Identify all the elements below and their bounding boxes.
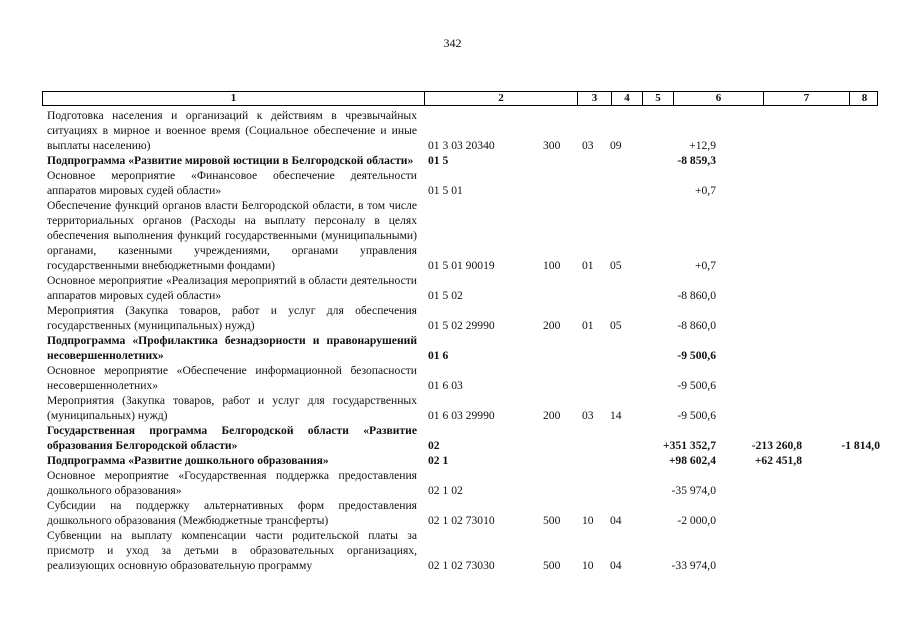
- row-name: Подпрограмма «Профилактика безнадзорности и правонарушений несовершеннолетних»: [47, 334, 417, 362]
- row-code: 01 5 01: [428, 184, 463, 197]
- row-name: Основное мероприятие «Обеспечение информационной безопасности несовершеннолетних»: [47, 364, 417, 392]
- row-section: 01: [582, 319, 594, 332]
- row-code: 01 6: [428, 349, 449, 362]
- table-row: [47, 393, 882, 423]
- row-expense-type: 100: [543, 259, 561, 272]
- column-header-8: 8: [861, 92, 868, 104]
- row-code: 02 1 02 73010: [428, 514, 495, 527]
- row-name: Мероприятия (Закупка товаров, работ и услуг для обеспечения государственных (муниципальных) нужд): [47, 304, 417, 332]
- row-amount-col6: +12,9: [689, 139, 716, 152]
- row-name: Основное мероприятие «Государственная поддержка предоставления дошкольного образования»: [47, 469, 417, 497]
- row-name: Государственная программа Белгородской области «Развитие образования Белгородской области»: [47, 424, 417, 452]
- row-name: Подпрограмма «Развитие мировой юстиции в Белгородской области»: [47, 154, 414, 167]
- row-section: 03: [582, 139, 594, 152]
- column-header-row: [42, 91, 878, 106]
- row-subsection: 09: [610, 139, 622, 152]
- row-expense-type: 300: [543, 139, 561, 152]
- column-header-7: 7: [764, 92, 850, 105]
- row-amount-col7: +62 451,8: [754, 454, 802, 467]
- row-amount-col6: +0,7: [694, 259, 716, 272]
- table-row: [47, 153, 882, 168]
- row-amount-col6: +0,7: [694, 184, 716, 197]
- row-name: Субсидии на поддержку альтернативных форм предоставления дошкольного образования (Межбюджетные трансферты): [47, 499, 417, 527]
- row-section: 10: [582, 514, 594, 527]
- row-subsection: 05: [610, 259, 622, 272]
- row-subsection: 05: [610, 319, 622, 332]
- row-section: 03: [582, 409, 594, 422]
- column-header-3: 3: [578, 92, 612, 105]
- table-row: [47, 198, 882, 273]
- row-amount-col6: -35 974,0: [671, 484, 716, 497]
- row-code: 01 6 03 29990: [428, 409, 495, 422]
- row-name: Мероприятия (Закупка товаров, работ и услуг для государственных (муниципальных) нужд): [47, 394, 417, 422]
- row-expense-type: 500: [543, 559, 561, 572]
- row-amount-col6: -2 000,0: [677, 514, 716, 527]
- row-amount-col6: -33 974,0: [671, 559, 716, 572]
- table-row: [47, 423, 882, 453]
- row-subsection: 04: [610, 514, 622, 527]
- row-code: 02 1: [428, 454, 449, 467]
- row-section: 01: [582, 259, 594, 272]
- row-name: Субвенции на выплату компенсации части родительской платы за присмотр и уход за детьми в образовательных организациях, реализующих основную образовательную программу: [47, 529, 417, 572]
- row-amount-col6: -8 860,0: [677, 319, 716, 332]
- row-code: 02 1 02: [428, 484, 463, 497]
- column-header-4: 4: [612, 92, 643, 105]
- column-header-1: 1: [43, 92, 425, 105]
- row-code: 01 3 03 20340: [428, 139, 495, 152]
- row-amount-col6: -9 500,6: [677, 409, 716, 422]
- row-name: Основное мероприятие «Реализация мероприятий в области деятельности аппаратов мировых судей области»: [47, 274, 417, 302]
- column-header-6: 6: [674, 92, 764, 105]
- column-header-5: 5: [643, 92, 674, 105]
- row-amount-col6: -9 500,6: [677, 379, 716, 392]
- row-code: 01 5 02: [428, 289, 463, 302]
- column-header-2: 2: [425, 92, 578, 105]
- table-row: [47, 273, 882, 303]
- table-row: [47, 498, 882, 528]
- table-row: [47, 363, 882, 393]
- row-expense-type: 200: [543, 409, 561, 422]
- row-expense-type: 200: [543, 319, 561, 332]
- row-amount-col6: +351 352,7: [663, 439, 716, 452]
- row-code: 02 1 02 73030: [428, 559, 495, 572]
- row-code: 01 5 02 29990: [428, 319, 495, 332]
- row-name: Подпрограмма «Развитие дошкольного образования»: [47, 454, 329, 467]
- row-subsection: 04: [610, 559, 622, 572]
- row-name: Обеспечение функций органов власти Белгородской области, в том числе территориальных органов (Расходы на выплату персоналу в целях обеспечения выполнения функций государственными (муниципальными) органами, казенными учреждениями, органами управления государственными внебюджетными фондами): [47, 199, 417, 272]
- row-section: 10: [582, 559, 594, 572]
- page-number: 342: [443, 36, 462, 50]
- table-row: [47, 468, 882, 498]
- table-row: [47, 108, 882, 153]
- row-subsection: 14: [610, 409, 622, 422]
- row-expense-type: 500: [543, 514, 561, 527]
- row-code: 01 5 01 90019: [428, 259, 495, 272]
- table-row: [47, 333, 882, 363]
- table-row: [47, 303, 882, 333]
- row-amount-col8: -1 814,0: [841, 439, 880, 452]
- row-code: 01 6 03: [428, 379, 463, 392]
- table-row: [47, 453, 882, 468]
- budget-table-body: [47, 108, 882, 573]
- row-name: Основное мероприятие «Финансовое обеспечение деятельности аппаратов мировых судей области»: [47, 169, 417, 197]
- row-name: Подготовка населения и организаций к действиям в чрезвычайных ситуациях в мирное и военное время (Социальное обеспечение и иные выплаты населению): [47, 109, 417, 152]
- row-amount-col6: -8 859,3: [677, 154, 716, 167]
- row-code: 02: [428, 439, 440, 452]
- row-amount-col6: +98 602,4: [668, 454, 716, 467]
- row-code: 01 5: [428, 154, 449, 167]
- table-row: [47, 168, 882, 198]
- row-amount-col7: -213 260,8: [751, 439, 802, 452]
- row-amount-col6: -8 860,0: [677, 289, 716, 302]
- row-amount-col6: -9 500,6: [677, 349, 716, 362]
- table-row: [47, 528, 882, 573]
